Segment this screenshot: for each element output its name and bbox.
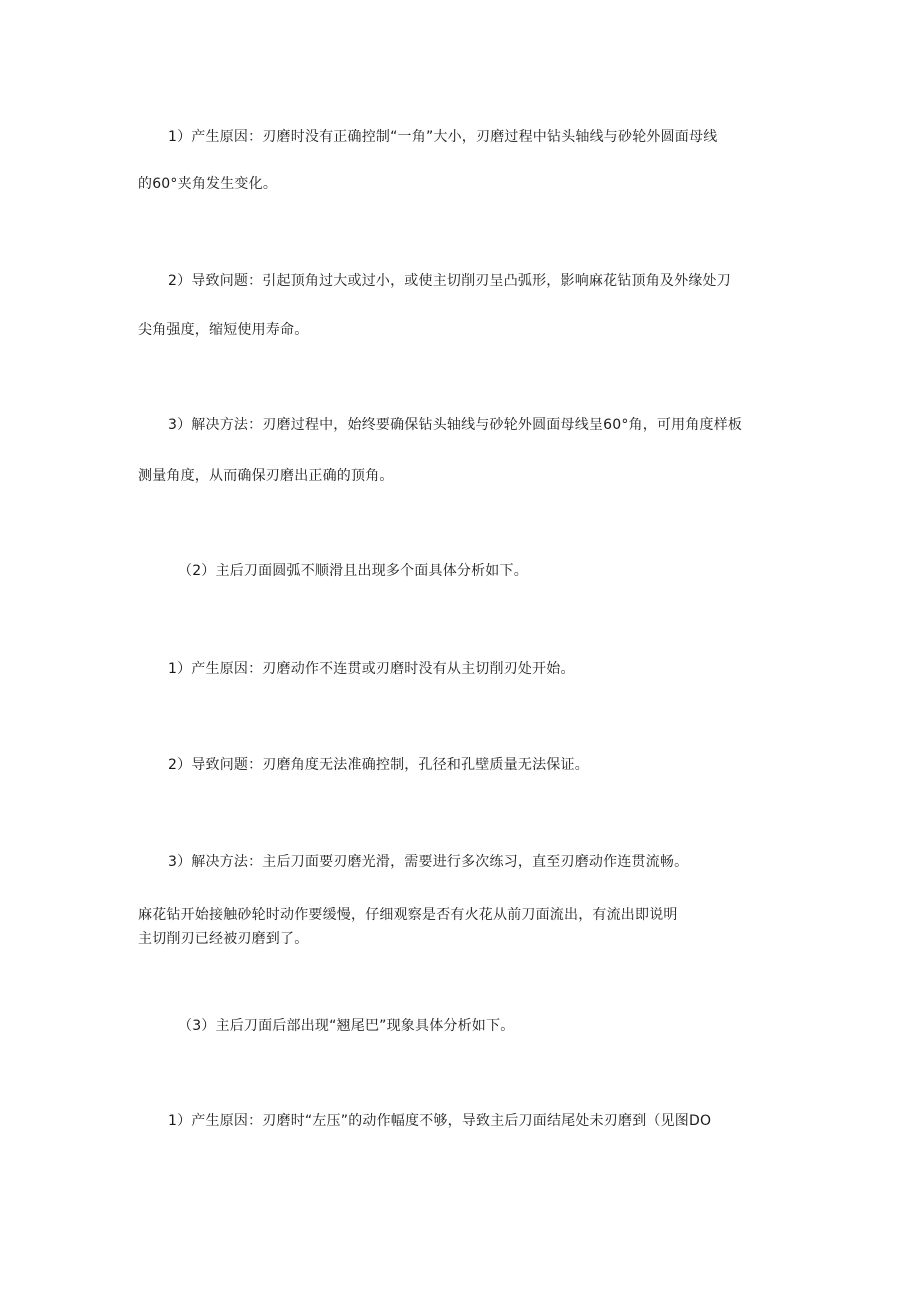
paragraph-solution-1-line-2: 测量角度，从而确保刃磨出正确的顶角。 [138, 468, 394, 484]
paragraph-solution-1-line-1: 3）解决方法：刃磨过程中，始终要确保钻头轴线与砂轮外圆面母线呈60°角，可用角度样板 [168, 417, 743, 433]
paragraph-problem-1-line-1: 2）导致问题：引起顶角过大或过小，或使主切削刃呈凸弧形，影响麻花钻顶角及外缘处刀 [168, 273, 731, 289]
paragraph-note-line-2: 主切削刃已经被刃磨到了。 [138, 931, 309, 947]
paragraph-cause-1-line-1: 1）产生原因：刃磨时没有正确控制“一角”大小，刃磨过程中钻头轴线与砂轮外圆面母线 [168, 129, 718, 145]
section-heading-2: （2）主后刀面圆弧不顺滑且出现多个面具体分析如下。 [178, 563, 528, 579]
paragraph-problem-2: 2）导致问题：刃磨角度无法准确控制，孔径和孔壁质量无法保证。 [168, 757, 589, 773]
paragraph-problem-1-line-2: 尖角强度，缩短使用寿命。 [138, 322, 309, 338]
paragraph-solution-2: 3）解决方法：主后刀面要刃磨光滑，需要进行多次练习，直至刃磨动作连贯流畅。 [168, 854, 689, 870]
paragraph-cause-3: 1）产生原因：刃磨时“左压”的动作幅度不够，导致主后刀面结尾处未刃磨到（见图DO [168, 1113, 712, 1129]
paragraph-cause-2: 1）产生原因：刃磨动作不连贯或刃磨时没有从主切削刃处开始。 [168, 661, 575, 677]
paragraph-note-line-1: 麻花钻开始接触砂轮时动作要缓慢，仔细观察是否有火花从前刀面流出，有流出即说明 [138, 907, 678, 923]
section-heading-3: （3）主后刀面后部出现“翘尾巴”现象具体分析如下。 [178, 1018, 515, 1034]
paragraph-cause-1-line-2: 的60°夹角发生变化。 [138, 176, 278, 192]
